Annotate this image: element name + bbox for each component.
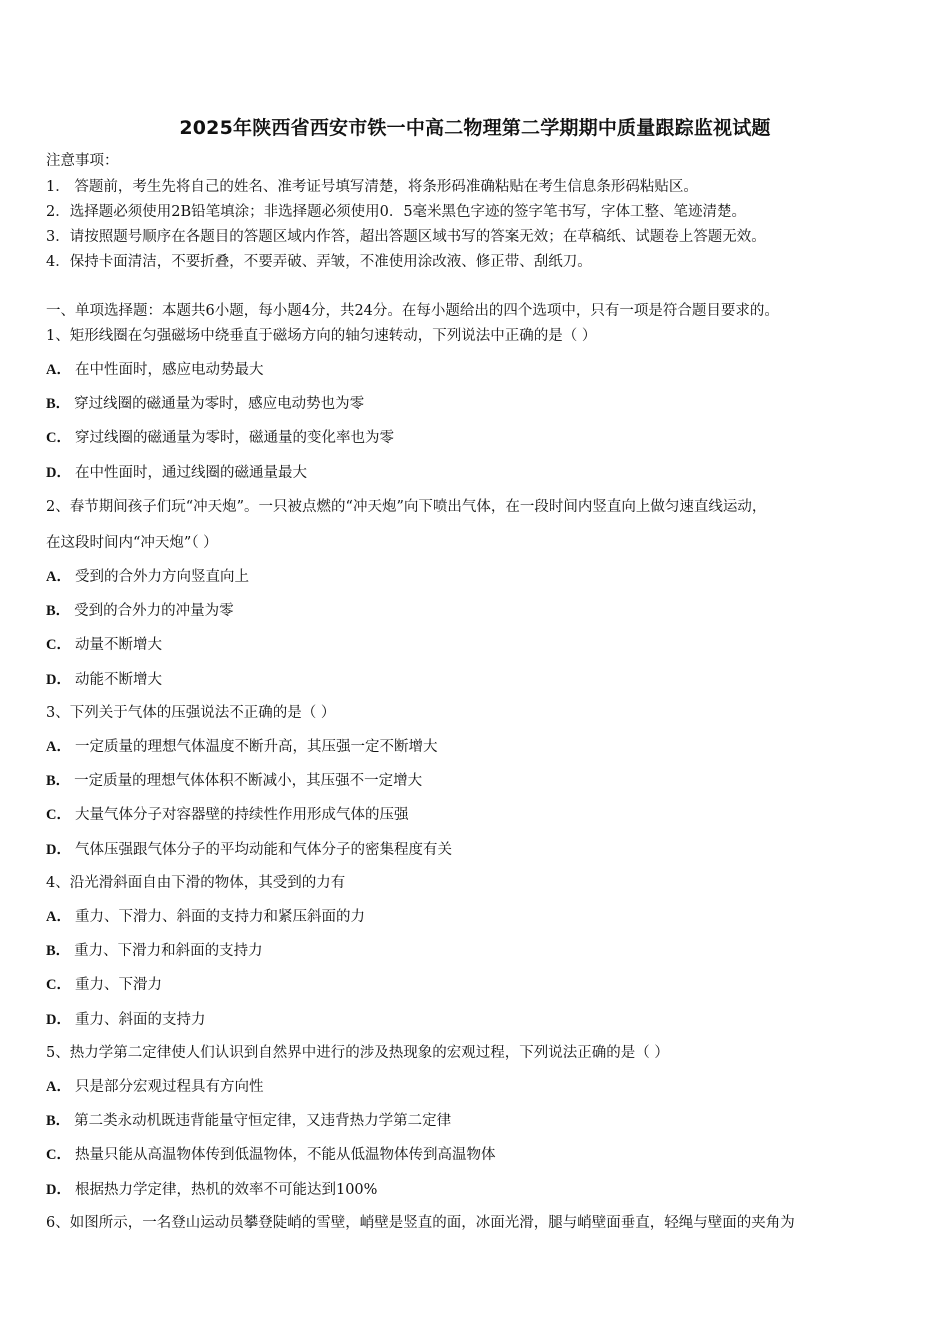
- option-d: [46, 841, 452, 859]
- exam-title: 2025年陕西省西安市铁一中高二物理第二学期期中质量跟踪监视试题: [179, 117, 771, 139]
- option-text: 重力、下滑力: [74, 977, 162, 993]
- option-letter: B．: [46, 603, 71, 619]
- option-letter: C．: [46, 637, 71, 653]
- option-d: [46, 671, 162, 689]
- question-stem: 在这段时间内“冲天炮”（ ）: [46, 535, 218, 551]
- option-d: [46, 1181, 377, 1199]
- option-text: 热量只能从高温物体传到低温物体，不能从低温物体传到高温物体: [74, 1147, 496, 1163]
- option-letter: C．: [46, 430, 71, 446]
- option-c: [46, 429, 394, 447]
- option-text: 一定质量的理想气体温度不断升高，其压强一定不断增大: [74, 739, 438, 755]
- question-stem: 2、春节期间孩子们玩“冲天炮”。一只被点燃的“冲天炮”向下喷出气体，在一段时间内竖直向上做匀速直线运动，: [46, 499, 767, 515]
- option-text: 在中性面时，感应电动势最大: [74, 362, 264, 378]
- option-letter: A．: [46, 569, 71, 585]
- section-heading: 一、单项选择题：本题共6小题，每小题4分，共24分。在每小题给出的四个选项中，只有一项是符合题目要求的。: [46, 303, 779, 319]
- question-stem: 4、沿光滑斜面自由下滑的物体，其受到的力有: [46, 875, 346, 891]
- option-b: [46, 395, 364, 413]
- notice-item: 4．保持卡面清洁，不要折叠，不要弄破、弄皱，不准使用涂改液、修正带、刮纸刀。: [46, 254, 592, 270]
- option-d: [46, 1011, 205, 1029]
- option-text: 只是部分宏观过程具有方向性: [74, 1079, 264, 1095]
- option-letter: B．: [46, 1113, 71, 1129]
- option-c: [46, 636, 162, 654]
- option-letter: B．: [46, 773, 71, 789]
- option-letter: A．: [46, 909, 71, 925]
- option-text: 重力、斜面的支持力: [74, 1012, 206, 1028]
- option-text: 第二类永动机既违背能量守恒定律，又违背热力学第二定律: [74, 1113, 452, 1129]
- option-text: 重力、下滑力、斜面的支持力和紧压斜面的力: [74, 909, 365, 925]
- notice-item: 2．选择题必须使用2B铅笔填涂；非选择题必须使用0．5毫米黑色字迹的签字笔书写，字体工整、笔迹清楚。: [46, 204, 747, 220]
- notice-heading: 注意事项：: [46, 153, 119, 169]
- option-b: [46, 942, 263, 960]
- option-text: 一定质量的理想气体体积不断减小，其压强不一定增大: [74, 773, 423, 789]
- option-letter: D．: [46, 672, 71, 688]
- option-text: 气体压强跟气体分子的平均动能和气体分子的密集程度有关: [74, 842, 452, 858]
- option-b: [46, 602, 234, 620]
- question-stem: 5、热力学第二定律使人们认识到自然界中进行的涉及热现象的宏观过程，下列说法正确的是（ ）: [46, 1045, 669, 1061]
- option-letter: D．: [46, 842, 71, 858]
- option-b: [46, 772, 422, 790]
- option-text: 受到的合外力方向竖直向上: [74, 569, 249, 585]
- option-text: 在中性面时，通过线圈的磁通量最大: [74, 465, 307, 481]
- option-letter: B．: [46, 396, 71, 412]
- option-a: [46, 361, 263, 379]
- option-b: [46, 1112, 451, 1130]
- option-a: [46, 1078, 263, 1096]
- option-letter: C．: [46, 807, 71, 823]
- option-text: 动能不断增大: [74, 672, 162, 688]
- option-letter: D．: [46, 1012, 71, 1028]
- option-c: [46, 976, 162, 994]
- question-stem: 3、下列关于气体的压强说法不正确的是（ ）: [46, 705, 336, 721]
- option-text: 穿过线圈的磁通量为零时，磁通量的变化率也为零: [74, 430, 394, 446]
- option-letter: C．: [46, 1147, 71, 1163]
- option-text: 大量气体分子对容器壁的持续性作用形成气体的压强: [74, 807, 409, 823]
- question-stem: 1、矩形线圈在匀强磁场中绕垂直于磁场方向的轴匀速转动，下列说法中正确的是（ ）: [46, 328, 597, 344]
- option-c: [46, 1146, 495, 1164]
- option-text: 根据热力学定律，热机的效率不可能达到100%: [74, 1182, 378, 1198]
- option-letter: A．: [46, 362, 71, 378]
- option-letter: D．: [46, 465, 71, 481]
- option-text: 受到的合外力的冲量为零: [74, 603, 234, 619]
- option-text: 穿过线圈的磁通量为零时，感应电动势也为零: [74, 396, 365, 412]
- option-letter: B．: [46, 943, 71, 959]
- notice-item: 1． 答题前，考生先将自己的姓名、准考证号填写清楚，将条形码准确粘贴在考生信息条形码粘贴区。: [46, 179, 698, 195]
- question-stem: 6、如图所示，一名登山运动员攀登陡峭的雪壁，峭壁是竖直的面，冰面光滑，腿与峭壁面垂直，轻绳与壁面的夹角为: [46, 1215, 795, 1231]
- option-letter: C．: [46, 977, 71, 993]
- notice-item: 3．请按照题号顺序在各题目的答题区域内作答，超出答题区域书写的答案无效；在草稿纸、试题卷上答题无效。: [46, 229, 766, 245]
- option-d: [46, 464, 307, 482]
- option-a: [46, 568, 249, 586]
- option-letter: A．: [46, 1079, 71, 1095]
- option-c: [46, 806, 408, 824]
- option-a: [46, 908, 365, 926]
- option-text: 动量不断增大: [74, 637, 162, 653]
- option-text: 重力、下滑力和斜面的支持力: [74, 943, 263, 959]
- option-letter: D．: [46, 1182, 71, 1198]
- option-a: [46, 738, 437, 756]
- option-letter: A．: [46, 739, 71, 755]
